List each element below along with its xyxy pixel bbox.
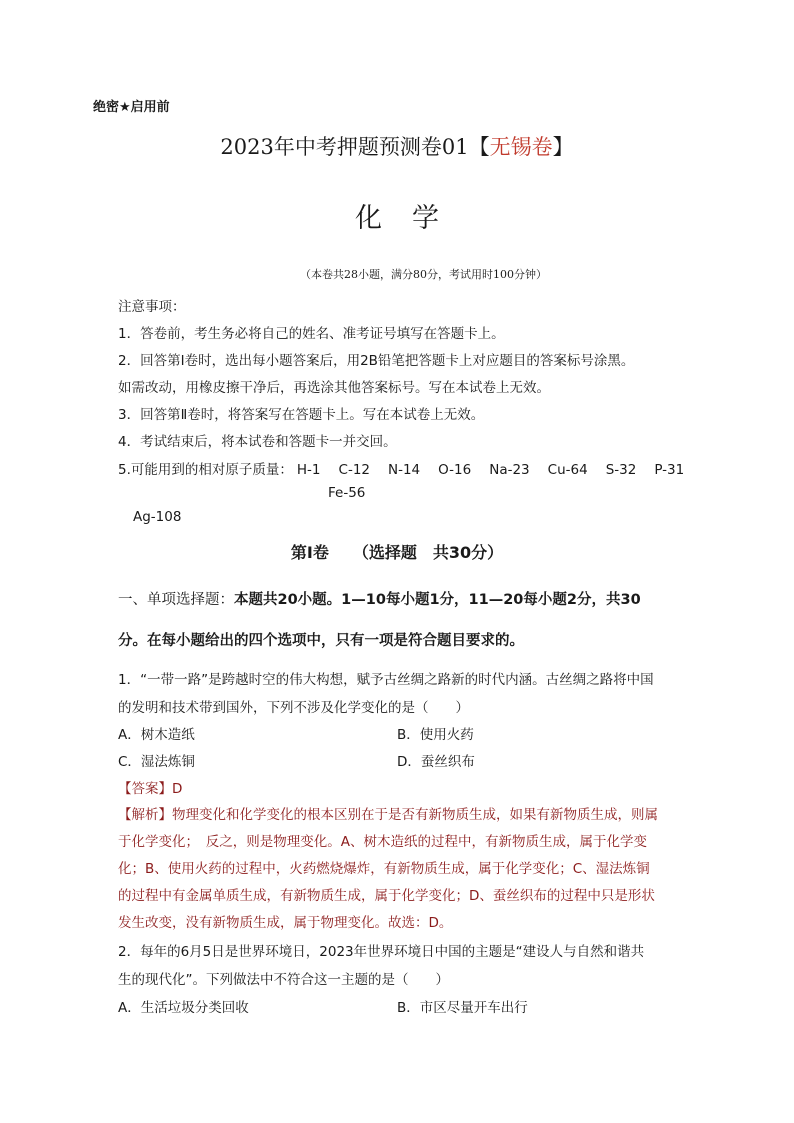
instruction-item: 4．考试结束后，将本试卷和答题卡一并交回。 (118, 434, 397, 450)
analysis-line: 于化学变化； 反之，则是物理变化。A、树木造纸的过程中，有新物质生成，属于化学变 (118, 834, 647, 850)
exam-title (0, 131, 794, 161)
answer: 【答案】D (118, 781, 183, 797)
atom-mass: C-12 (338, 462, 370, 478)
option-a: A．树木造纸 (118, 727, 195, 743)
analysis-line: 【解析】物理变化和化学变化的根本区别在于是否有新物质生成，如果有新物质生成，则属 (118, 807, 658, 823)
option-b: B．市区尽量开车出行 (397, 1000, 528, 1016)
question-2-text: 生的现代化”。下列做法中不符合这一主题的是（ ） (118, 972, 449, 988)
analysis-line: 化；B、使用火药的过程中，火药燃烧爆炸，有新物质生成，属于化学变化；C、湿法炼铜 (118, 861, 650, 877)
option-d: D．蚕丝织布 (397, 754, 475, 770)
atoms-label: 5.可能用到的相对原子质量： (118, 462, 293, 478)
atom-mass: H-1 (296, 462, 321, 478)
analysis-line: 发生改变，没有新物质生成，属于物理变化。故选：D。 (118, 915, 453, 931)
title-end: 】 (552, 135, 574, 159)
exam-note: （本卷共28小题，满分80分，考试用时100分钟） (300, 268, 547, 281)
option-c: C．湿法炼铜 (118, 754, 195, 770)
title-region: 无锡卷 (489, 135, 553, 159)
instructions-label: 注意事项： (118, 299, 186, 315)
atom-mass: Ag-108 (133, 509, 182, 525)
atom-mass: Na-23 (489, 462, 530, 478)
secret-label: 绝密★启用前 (93, 100, 170, 115)
instruction-item: 2．回答第Ⅰ卷时，选出每小题答案后，用2B铅笔把答题卡上对应题目的答案标号涂黑。 (118, 353, 635, 369)
question-1-text: 的发明和技术带到国外，下列不涉及化学变化的是（ ） (118, 700, 469, 716)
instruction-item: 如需改动，用橡皮擦干净后，再选涂其他答案标号。写在本试卷上无效。 (118, 380, 550, 396)
option-b: B．使用火药 (397, 727, 474, 743)
section-heading: 第Ⅰ卷 （选择题 共30分） (290, 543, 504, 562)
question-1-text: 1．“一带一路”是跨越时空的伟大构想，赋予古丝绸之路新的时代内涵。古丝绸之路将中国 (118, 672, 654, 688)
title-main: 2023年中考押题预测卷01【 (220, 135, 490, 159)
atom-mass: S-32 (605, 462, 637, 478)
instruction-item: 1．答卷前，考生务必将自己的姓名、准考证号填写在答题卡上。 (118, 326, 505, 342)
question-2-text: 2．每年的6月5日是世界环境日，2023年世界环境日中国的主题是“建设人与自然和谐共 (118, 944, 645, 960)
part-detail: 本题共20小题。1—10每小题1分，11—20每小题2分，共30 (234, 592, 641, 608)
subject-title: 化学 (355, 203, 469, 234)
part-label: 一、单项选择题： (118, 592, 234, 608)
option-a: A．生活垃圾分类回收 (118, 1000, 249, 1016)
instruction-item: 3．回答第Ⅱ卷时，将答案写在答题卡上。写在本试卷上无效。 (118, 407, 485, 423)
part-instructions (118, 588, 641, 609)
atom-mass: N-14 (388, 462, 421, 478)
analysis-line: 的过程中有金属单质生成，有新物质生成，属于化学变化；D、蚕丝织布的过程中只是形状 (118, 888, 655, 904)
atomic-mass-line (118, 458, 684, 478)
part-instructions-2: 分。在每小题给出的四个选项中，只有一项是符合题目要求的。 (118, 633, 524, 649)
atom-mass: P-31 (654, 462, 685, 478)
atom-mass: O-16 (438, 462, 472, 478)
atom-mass: Cu-64 (547, 462, 588, 478)
atom-mass: Fe-56 (328, 485, 366, 501)
